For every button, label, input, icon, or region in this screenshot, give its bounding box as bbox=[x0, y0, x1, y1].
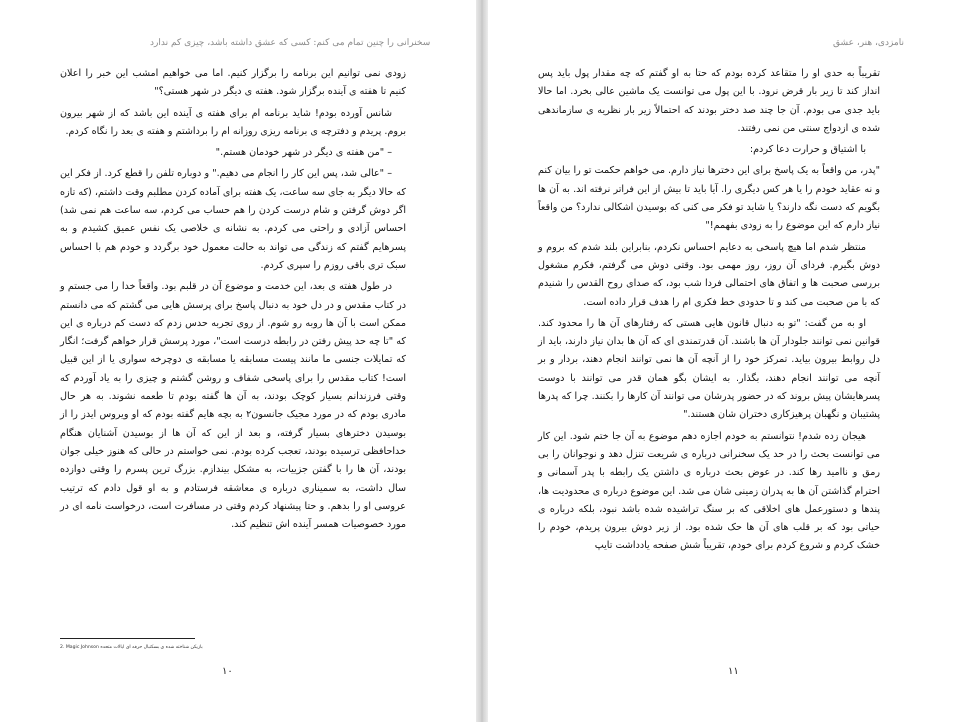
right-paragraph-2: با اشتیاق و حرارت دعا کردم: bbox=[749, 144, 866, 156]
right-page-number: ۱۱ bbox=[728, 666, 739, 677]
right-text-block bbox=[538, 65, 880, 559]
left-running-head: سخنرانی را چنین تمام می کنم: کسی که عشق داشته باشد، چیزی کم ندارد bbox=[150, 38, 431, 48]
left-text-block bbox=[60, 65, 406, 537]
right-paragraph-4: منتظر شدم اما هیچ پاسخی به دعایم احساس نکردم، بنابراین بلند شدم که بروم و دوش بگیرم. فردای آن روز، روز مهمی بود. وقتی دوش می گرفتم، فکرم مشغول بررسی صحبت ها و اتفاق های احتمالی فردا شب بود، که صدای روح القدس را شنیدم که با من صحبت می کند و تا حدودی خط فکری ام را هدف قرار داده است. bbox=[538, 241, 880, 308]
right-paragraph-1: تقریباً به حدی او را متقاعد کرده بودم که حتا به او گفتم که چه مقدار پول باید پس انداز کند تا زیر بار قرض نرود. با این پول می توانست یک ماشین عالی بخرد. اما حالا باید جدی می بودم. آن جا چند صد دختر بودند که احتمالاً زیر بار نظریه ی سازماندهی شده ی ازدواج سنتی من نمی رفتند. bbox=[538, 68, 880, 134]
left-paragraph-2: شانس آورده بودم! شاید برنامه ام برای هفته ی آینده این باشد که از شهر بیرون بروم. پریدم و دفترچه ی برنامه ریزی روزانه ام را برداشتم و هفته ی بعد را نگاه کردم. bbox=[60, 107, 406, 137]
right-paragraph-5: او به من گفت: "تو به دنبال قانون هایی هستی که رفتارهای آن ها را محدود کند. قوانین نمی توانند جلودار آن ها باشند. آن قدرتمندی ای که آن ها بدان نیاز دارند، باید از دل روابط بیرون بیاید. تمرکز خود را از آنچه آن ها نمی توانند انجام دهند، بردار و بر آنچه می توانند انجام دهند، بگذار. به ایشان بگو همان قدر می توانند با دوست پسرهایشان پیش بروند که در حضور پدرشان می توانند آن کارها را بکنند. چرا که پدرها پشتیبان و نگهبان پرهیزکاری دختران شان هستند." bbox=[538, 317, 880, 421]
right-running-head: نامزدی، هنر، عشق bbox=[833, 38, 904, 48]
left-page-number: ۱۰ bbox=[222, 666, 233, 677]
right-paragraph-6: هیجان زده شدم! نتوانستم به خودم اجازه دهم موضوع به آن جا ختم شود. این کار می توانست بحث را در حد یک سخنرانی درباره ی شریعت تنزل دهد و نوجوانان را بی رمق و ناامید رها کند. در عوض بحث درباره ی داشتن یک رابطه با پدر آسمانی و احترام گذاشتن آن ها به پدران زمینی شان می شد. این موضوع درباره ی محدودیت ها، پندها و دستورعمل های اخلاقی که بر سنگ تراشیده شده باشد نبود، بلکه درباره ی حیاتی بود که بر قلب های آن ها حک شده بود. از زیر دوش بیرون پریدم، خودم را خشک کردم و شروع کردم برای خودم، تقریباً شش صفحه یادداشت تایپ bbox=[538, 430, 880, 552]
left-page bbox=[0, 0, 476, 722]
footnote-english: 2. Magic Johnson bbox=[60, 645, 99, 650]
footnote-divider bbox=[60, 638, 195, 639]
book-gutter bbox=[476, 0, 488, 722]
right-page bbox=[488, 0, 964, 722]
right-paragraph-3: "پدر، من واقعاً به یک پاسخ برای این دخترها نیاز دارم. می خواهم حکمت تو را بیان کنم و نه عقاید خودم را یا هر کس دیگری را. آیا باید تا بیش از این فراتر نرفته اند. به آن ها بگویم که دست نگه دارند؟ یا شاید تو فکر می کنی که بوسیدن اشکالی ندارد؟ من واقعاً نیاز دارم که این موضوع را به زودی بفهمم!" bbox=[538, 165, 880, 232]
footnote bbox=[60, 645, 320, 650]
left-paragraph-5: در طول هفته ی بعد، این خدمت و موضوع آن در قلبم بود. واقعاً خدا را می جستم و در کتاب مقدس و در دل خود به دنبال پاسخ برای پرسش هایی می گشتم که می دانستم ممکن است با آن ها روبه رو شوم. از روی تجربه حدس زدم که دست کم درباره ی این که "تا چه حد پیش رفتن در رابطه درست است"، مورد پرسش قرار خواهم گرفت؛ انگار که تمایلات جنسی ما مانند پیست مسابقه یا مسابقه ی دوچرخه سواری یا از این قبیل است! کتاب مقدس را برای پاسخی شفاف و روشن گشتم و چیزی را به یاد آوردم که وقتی فرزندانم بسیار کوچک بودند، به آن ها گفته بودم تا طعمه نشوند. به هر حال مادری بودم که در مورد مجیک جانسون۲ به بچه هایم گفته بودم که او ویروس ایدز را از بوسیدن دخترهای بسیار گرفته، و بعد از این که آن ها از بوسیدن آشنایان هنگام خداحافظی ترسیده بودند، تعجب کرده بودم. نمی خواستم در حالی که هنوز خیلی جوان بودند، آن ها را با گفتن جزییات، به مشکل بیندازم. بزرگ ترین پسرم را وقتی دوازده سال داشت، به سمیناری درباره ی معاشقه فرستادم و به او قول دادم که ترتیب عروسی او را بدهم. و حتا پیشنهاد کردم وقتی در مسافرت است، درخواست نامه ای در مورد خصوصیات همسر آینده اش تنظیم کند. bbox=[60, 281, 406, 531]
footnote-persian: بازیکن شناخته شده ی بسکتبال حرفه ای ایالات متحده bbox=[100, 645, 203, 650]
left-paragraph-4: – "عالی شد، پس این کار را انجام می دهیم." و دوباره تلفن را قطع کرد. از فکر این که حالا دیگر به جای سه ساعت، یک هفته برای آماده کردن مطلبم وقت داشتم، (که تازه اگر دوش گرفتن و شام درست کردن را هم حساب می کردم، سه ساعت هم نمی شد) احساس آزادی و راحتی می کردم. به نشانه ی خلاصی یک نفس عمیق کشیدم و به پسرهایم گفتم که زندگی می تواند به حالت معمول خود برگردد و خودم هم با احساس سبک تری باقی روزم را سپری کردم. bbox=[60, 168, 406, 271]
left-paragraph-3: – "من هفته ی دیگر در شهر خودمان هستم." bbox=[215, 147, 392, 159]
left-paragraph-1: زودی نمی توانیم این برنامه را برگزار کنیم. اما می خواهیم امشب این خبر را اعلان کنیم تا هفته ی آینده برگزار شود. هفته ی دیگر در شهر هستی؟" bbox=[60, 68, 406, 98]
